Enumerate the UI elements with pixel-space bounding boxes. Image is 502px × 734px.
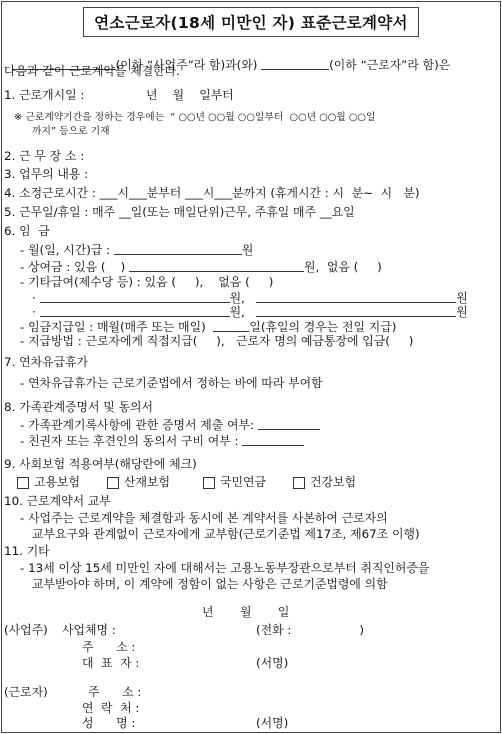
employer-signature[interactable]: (서명) [256,656,289,670]
industrial-insurance-label: 산재보험 [124,475,170,489]
section-10-label: 10. 근로계약서 교부 [4,494,111,508]
worker-signature[interactable]: (서명) [256,716,289,730]
won-unit: 원 [456,305,468,319]
section-10-line1: - 사업주는 근로계약을 체결함과 동시에 본 계약서를 사본하여 근로자의 [20,511,388,525]
employment-insurance-label: 고용보험 [34,475,80,489]
wage-blank[interactable] [114,243,242,255]
other-pay-blank-2[interactable] [256,291,456,303]
pay-method-line: - 지급방법 : 근로자에게 직접지급( ), 근로자 명의 예금통장에 입금( ) [20,334,414,348]
worker-name-blank[interactable] [261,58,329,70]
employer-phone-field[interactable]: (전화 : ) [256,623,365,637]
wage-line [20,243,253,257]
other-pay-blank-3[interactable] [40,305,230,317]
section-5-label: 5. 근무일/휴일 : 매주 __일(또는 매일단위)근무, 주휴일 매주 __요일 [4,205,355,219]
section-11-line2: 교부받아야 하며, 이 계약에 정함이 없는 사항은 근로기준법령에 의함 [32,577,388,591]
consent-blank[interactable] [242,434,304,446]
pay-day-line [20,320,396,334]
start-date-field[interactable]: 년 월 일부터 [146,88,234,102]
won-unit: 원, [229,305,245,319]
section-1-label: 1. 근로개시일 : [4,88,85,102]
bonus-blank[interactable] [129,260,304,272]
intro-employer-text: (이하 “사업주”라 함)과(와) [115,58,258,72]
bullet-dot: · [32,305,36,319]
employment-insurance-checkbox[interactable] [17,477,29,489]
other-pay-row2 [32,305,468,319]
family-cert-blank[interactable] [258,418,320,430]
section-11-label: 11. 기타 [4,544,50,558]
other-pay-blank-4[interactable] [256,305,456,317]
section-11-line1: - 13세 이상 15세 미만인 자에 대해서는 고용노동부장관으로부터 취직인허증을 [20,561,430,575]
worker-address-label: 주 소 : [88,685,142,699]
worker-contact-label: 연 락 처 : [82,701,140,715]
employer-address-label: 주 소 : [82,640,136,654]
section-9-label: 9. 사회보험 적용여부(해당란에 체크) [4,457,197,471]
section-3-label: 3. 업무의 내용 : [4,167,89,181]
wage-label: - 월(일, 시간)급 : [20,243,111,257]
section-7-text: - 연차유급휴가는 근로기준법에서 정하는 바에 따라 부여함 [20,376,323,390]
employer-representative-label: 대 표 자 : [82,656,140,670]
other-pay-line: - 기타급여(제수당 등) : 있음 ( ), 없음 ( ) [20,275,274,289]
other-pay-row1 [32,291,468,305]
bonus-label: - 상여금 : 있음 ( ) [20,260,126,274]
pay-day-blank[interactable] [213,320,249,332]
section-4-label: 4. 소정근로시간 : ___시___분부터 ___시___분까지 (휴게시간 : 시 분~ 시 분) [4,186,420,200]
section-8-label: 8. 가족관계증명서 및 동의서 [4,400,154,414]
family-cert-line [20,418,320,432]
employer-tag: (사업주) [4,623,48,637]
family-cert-text: - 가족관계기록사항에 관한 증명서 제출 여부: [20,418,254,432]
wage-unit: 원 [241,243,254,257]
section-7-label: 7. 연차유급휴가 [4,355,89,369]
won-unit: 원 [456,291,468,305]
intro-worker-text: (이하 “근로자”라 함)은 [329,58,451,72]
other-pay-blank-1[interactable] [40,291,230,303]
won-unit: 원, [229,291,245,305]
worker-tag: (근로자) [4,685,48,699]
section-10-line2: 교부요구와 관계없이 근로자에게 교부함(근로기준법 제17조, 제67조 이행) [32,527,420,541]
section-6-label: 6. 임 금 [4,224,50,238]
intro-line2: 다음과 같이 근로계약을 체결한다. [4,64,180,78]
consent-text: - 친권자 또는 후견인의 동의서 구비 여부 : [20,434,239,448]
title-text: 연소근로자(18세 미만인 자) 표준근로계약서 [94,14,408,32]
bullet-dot: · [32,291,36,305]
section-2-label: 2. 근 무 장 소 : [4,149,85,163]
section-1-note-line1: ※ 근로계약기간을 정하는 경우에는 “ ○○년 ○○월 ○○일부터 ○○년 ○○월 ○○일 [14,112,376,123]
health-insurance-checkbox[interactable] [293,477,305,489]
industrial-insurance-checkbox[interactable] [107,477,119,489]
worker-name-label: 성 명 : [82,716,136,730]
pay-day-label: - 임금지급일 : 매월(매주 또는 매일) [20,320,206,334]
national-pension-label: 국민연금 [220,475,266,489]
contract-date[interactable]: 년 월 일 [202,605,290,619]
bonus-line [20,260,382,274]
page-title [83,7,419,37]
consent-line [20,434,304,448]
bonus-none: 원, 없음 ( ) [304,260,382,274]
section-1-note-line2: 까지” 등으로 기재 [32,126,110,137]
employer-business-name-label: 사업체명 : [62,623,116,637]
national-pension-checkbox[interactable] [203,477,215,489]
health-insurance-label: 건강보험 [310,475,356,489]
pay-day-text: 일(휴일의 경우는 전일 지급) [249,320,397,334]
